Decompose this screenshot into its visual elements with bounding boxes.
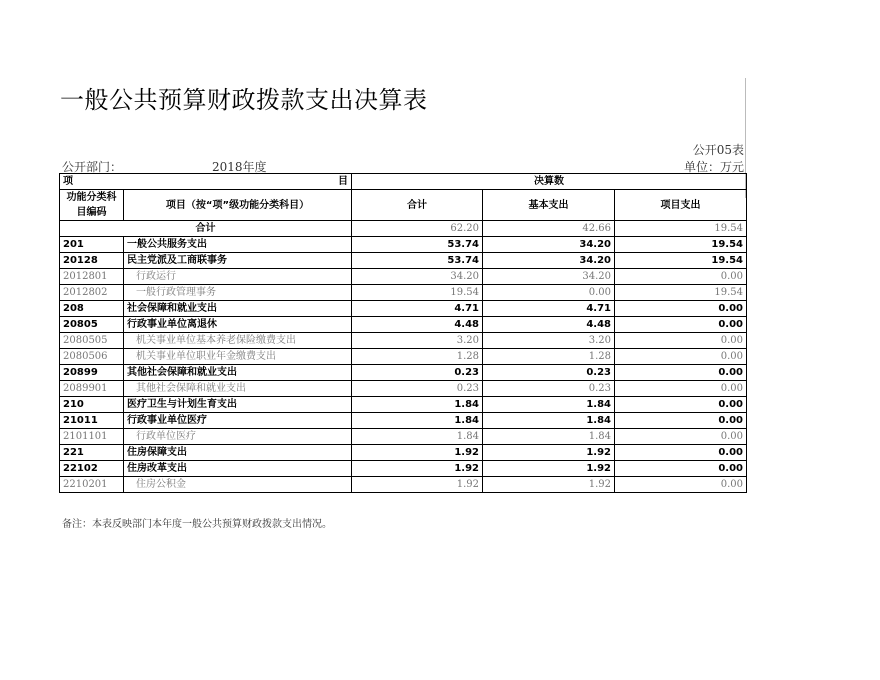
code-header: 功能分类科目编码 [60,190,124,221]
form-number: 公开05表 [692,143,744,157]
row-project: 0.00 [615,429,747,445]
row-code: 2101101 [60,429,124,445]
department-label: 公开部门： [62,160,123,174]
total-row [60,221,747,237]
row-code: 201 [60,237,124,253]
row-name: 一般行政管理事务 [124,285,352,301]
name-header: 项目（按“项”级功能分类科目） [124,190,352,221]
row-code: 221 [60,445,124,461]
row-code: 2210201 [60,477,124,493]
row-code: 2012801 [60,269,124,285]
row-name: 医疗卫生与计划生育支出 [124,397,352,413]
row-name: 行政单位医疗 [124,429,352,445]
row-basic: 34.20 [483,237,615,253]
total-row-label: 合计 [60,221,352,237]
row-name: 行政事业单位医疗 [124,413,352,429]
row-basic: 3.20 [483,333,615,349]
row-basic: 4.71 [483,301,615,317]
fiscal-year: 2018年度 [212,160,267,174]
row-name: 行政事业单位离退休 [124,317,352,333]
row-basic: 0.23 [483,365,615,381]
row-basic: 1.28 [483,349,615,365]
header-row-2 [60,190,747,221]
item-header-cell [60,174,352,190]
row-total: 1.92 [352,477,483,493]
row-project: 0.00 [615,381,747,397]
row-total: 0.23 [352,365,483,381]
row-project: 0.00 [615,413,747,429]
table-row [60,477,747,493]
total-row-project: 19.54 [615,221,747,237]
row-name: 民主党派及工商联事务 [124,253,352,269]
table-row [60,413,747,429]
row-project: 0.00 [615,349,747,365]
table-row [60,461,747,477]
table-row [60,445,747,461]
row-basic: 1.84 [483,397,615,413]
row-project: 19.54 [615,237,747,253]
row-project: 0.00 [615,445,747,461]
row-project: 0.00 [615,477,747,493]
row-basic: 1.92 [483,445,615,461]
table-row [60,429,747,445]
table-row [60,381,747,397]
table-row [60,333,747,349]
item-header-left: 项 [63,176,73,187]
row-project: 19.54 [615,285,747,301]
row-project: 0.00 [615,461,747,477]
row-basic: 0.23 [483,381,615,397]
row-basic: 1.92 [483,461,615,477]
row-total: 1.84 [352,429,483,445]
row-project: 0.00 [615,269,747,285]
row-basic: 34.20 [483,253,615,269]
row-code: 20805 [60,317,124,333]
table-row [60,285,747,301]
row-name: 住房保障支出 [124,445,352,461]
row-total: 1.84 [352,397,483,413]
table-row [60,349,747,365]
row-total: 0.23 [352,381,483,397]
row-basic: 4.48 [483,317,615,333]
row-code: 2080505 [60,333,124,349]
row-total: 3.20 [352,333,483,349]
row-project: 0.00 [615,301,747,317]
row-name: 其他社会保障和就业支出 [124,381,352,397]
expenditure-table [59,173,747,493]
page-title: 一般公共预算财政拨款支出决算表 [60,86,428,114]
total-row-basic: 42.66 [483,221,615,237]
total-row-total: 62.20 [352,221,483,237]
total-header: 合计 [352,190,483,221]
row-name: 行政运行 [124,269,352,285]
table-row [60,237,747,253]
table-row [60,253,747,269]
header-row-1 [60,174,747,190]
row-project: 0.00 [615,317,747,333]
row-code: 210 [60,397,124,413]
row-name: 住房改革支出 [124,461,352,477]
row-total: 19.54 [352,285,483,301]
item-header-right: 目 [338,176,348,187]
row-project: 19.54 [615,253,747,269]
row-total: 1.92 [352,445,483,461]
row-code: 22102 [60,461,124,477]
row-total: 1.84 [352,413,483,429]
table-row [60,365,747,381]
row-code: 20899 [60,365,124,381]
row-name: 一般公共服务支出 [124,237,352,253]
row-total: 1.92 [352,461,483,477]
row-code: 21011 [60,413,124,429]
table-row [60,317,747,333]
row-total: 34.20 [352,269,483,285]
table-row [60,301,747,317]
row-project: 0.00 [615,333,747,349]
table-row [60,269,747,285]
result-header: 决算数 [352,174,747,190]
row-total: 1.28 [352,349,483,365]
row-name: 其他社会保障和就业支出 [124,365,352,381]
row-basic: 1.84 [483,413,615,429]
row-basic: 1.84 [483,429,615,445]
unit-label: 单位：万元 [683,160,744,174]
row-code: 208 [60,301,124,317]
row-code: 2080506 [60,349,124,365]
table-row [60,397,747,413]
row-name: 社会保障和就业支出 [124,301,352,317]
row-total: 4.48 [352,317,483,333]
project-header: 项目支出 [615,190,747,221]
row-total: 53.74 [352,237,483,253]
row-basic: 0.00 [483,285,615,301]
row-total: 53.74 [352,253,483,269]
row-total: 4.71 [352,301,483,317]
basic-header: 基本支出 [483,190,615,221]
row-code: 2012802 [60,285,124,301]
row-basic: 34.20 [483,269,615,285]
row-name: 住房公积金 [124,477,352,493]
row-project: 0.00 [615,365,747,381]
row-code: 20128 [60,253,124,269]
row-name: 机关事业单位基本养老保险缴费支出 [124,333,352,349]
footnote: 备注：本表反映部门本年度一般公共预算财政拨款支出情况。 [62,519,332,530]
row-code: 2089901 [60,381,124,397]
row-project: 0.00 [615,397,747,413]
row-name: 机关事业单位职业年金缴费支出 [124,349,352,365]
row-basic: 1.92 [483,477,615,493]
